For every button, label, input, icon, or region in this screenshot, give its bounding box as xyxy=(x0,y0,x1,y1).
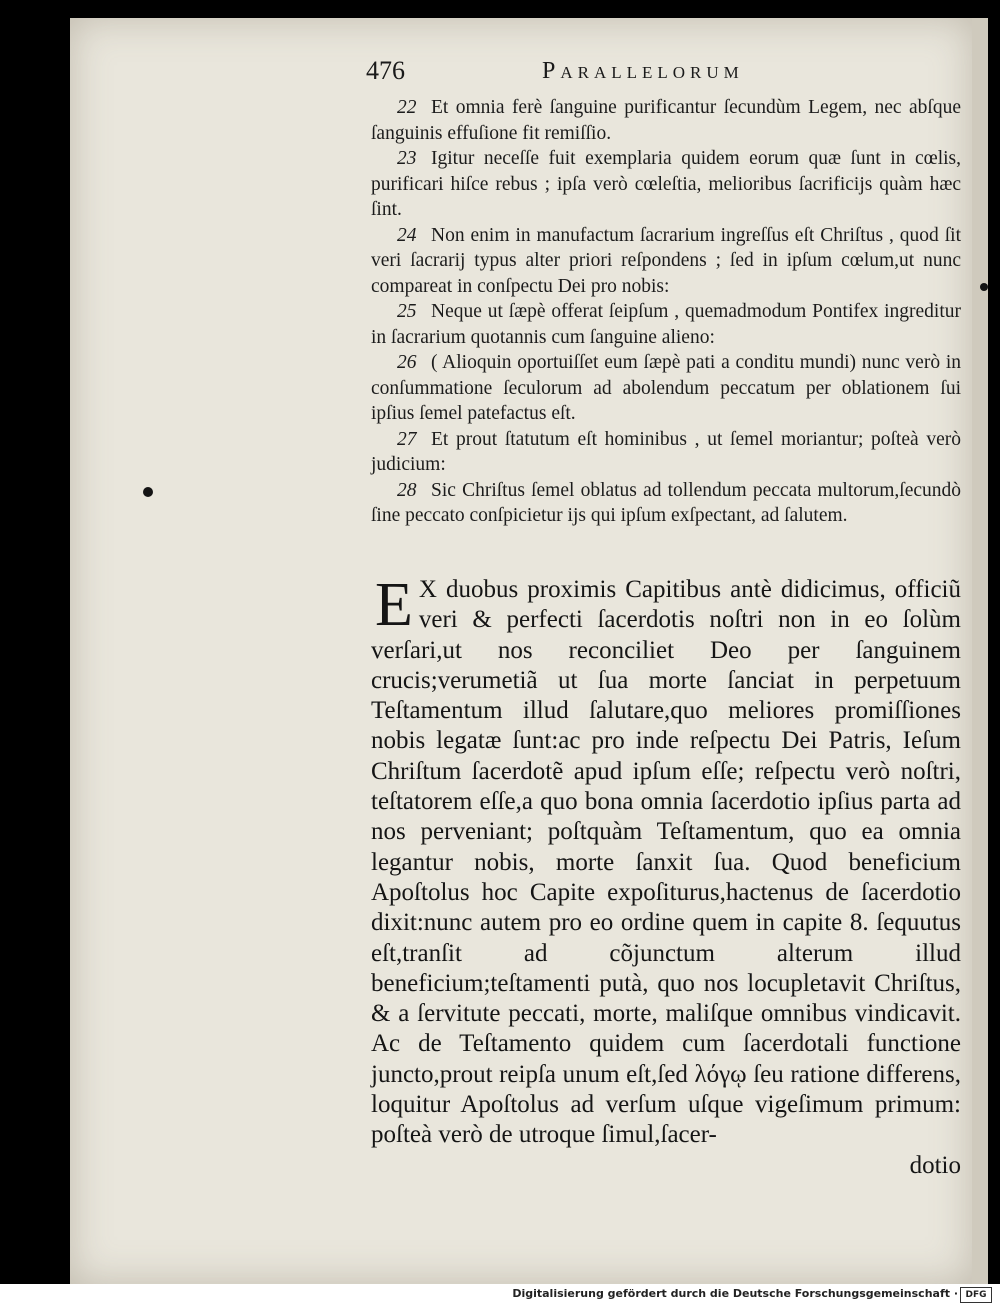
verse-text: Neque ut ſæpè offerat ſeipſum , quemadmodum Pontifex ingreditur in ſacrarium quotannis cum ſanguine alieno: xyxy=(371,301,961,348)
ink-spot xyxy=(143,487,153,497)
footer-bar xyxy=(0,1284,1000,1305)
verse-text: ( Alioquin oportuiſſet eum ſæpè pati a conditu mundi) nunc verò in conſummatione ſeculorum ad abolendum peccatum per oblationem ſui ipſius ſemel patefactus eſt. xyxy=(371,352,961,424)
verse xyxy=(371,350,961,427)
running-head: Parallelorum xyxy=(542,58,744,84)
catchword: dotio xyxy=(909,1151,961,1179)
commentary-text xyxy=(371,571,961,1181)
verse-number: 26 xyxy=(397,352,417,373)
verse-number: 24 xyxy=(397,224,417,246)
verse xyxy=(371,427,961,478)
verse-number: 28 xyxy=(397,479,417,501)
verse-number: 27 xyxy=(397,428,417,450)
verse xyxy=(371,223,961,300)
page-header xyxy=(366,56,806,88)
verse xyxy=(371,478,961,529)
dfg-logo: DFG xyxy=(960,1287,992,1303)
verse-text: Et prout ſtatutum eſt hominibus , ut ſemel moriantur; poſteà verò judicium: xyxy=(371,428,961,475)
verse-number: 22 xyxy=(397,97,417,118)
verse-number: 25 xyxy=(397,301,417,322)
verse xyxy=(371,95,961,146)
page-number: 476 xyxy=(366,56,405,85)
verse-text: Sic Chriſtus ſemel oblatus ad tollendum peccata multorum,ſecundò ſine peccato conſpicietur ijs qui ipſum exſpectant, ad ſalutem. xyxy=(371,479,961,526)
verse-text: Et omnia ferè ſanguine purificantur ſecundùm Legem, nec abſque ſanguinis effuſione fit remiſſio. xyxy=(371,97,961,144)
verse-text: Non enim in manufactum ſacrarium ingreſſus eſt Chriſtus , quod ſit veri ſacrarij typus alter priori reſpondens ; ſed in ipſum cœlum,ut nunc compareat in conſpectu Dei pro nobis: xyxy=(371,224,961,297)
funding-credit: Digitalisierung gefördert durch die Deutsche Forschungsgemeinschaft · xyxy=(512,1287,958,1300)
commentary-body: X duobus proximis Capitibus antè didicimus, officiũ veri & perfecti ſacerdotis noſtri non in eo ſolùm verſari,ut nos reconciliet Deo per ſanguinem crucis;verumetiã ut ſua morte ſanciat in perpetuum Teſtamentum illud ſalutare,quo meliores promiſſiones nobis legatæ ſunt:ac pro inde reſpectu Dei Patris, Ieſum Chriſtum ſacerdotẽ apud ipſum eſſe; reſpectu verò noſtri, teſtatorem eſſe,a quo bona omnia ſacerdotio ipſius parta ad nos perveniant; poſtquàm Teſtamentum, quo ea omnia legantur nobis, morte ſanxit ſua. Quod beneficium Apoſtolus hoc Capite expoſiturus,hactenus de ſacerdotio dixit:nunc autem pro eo ordine quem in capite 8. ſequutus eſt,tranſit ad cõjunctum alterum illud beneficium;teſtamenti putà, quo nos locupletavit Chriſtus, & a ſervitute peccati, morte, maliſque omnibus vindicavit. Ac de Teſtamento quidem cum ſacerdotali functione juncto,prout reipſa unum eſt,ſed λόγῳ ſeu ratione differens, loquitur Apoſtolus ad verſum uſque vigeſimum primum: poſteà verò de utroque ſimul,ſacer- xyxy=(371,576,961,1149)
verse xyxy=(371,299,961,350)
verse-text: Igitur neceſſe fuit exemplaria quidem eorum quæ ſunt in cœlis, purificari hiſce rebus ; ipſa verò cœleſtia, melioribus ſacrificijs quàm hæc ſint. xyxy=(371,148,961,220)
verse-number: 23 xyxy=(397,148,417,169)
ink-spot xyxy=(980,283,988,291)
scripture-verses xyxy=(371,95,961,529)
drop-cap: E xyxy=(375,571,413,639)
verse xyxy=(371,146,961,223)
page-edge xyxy=(972,18,988,1284)
